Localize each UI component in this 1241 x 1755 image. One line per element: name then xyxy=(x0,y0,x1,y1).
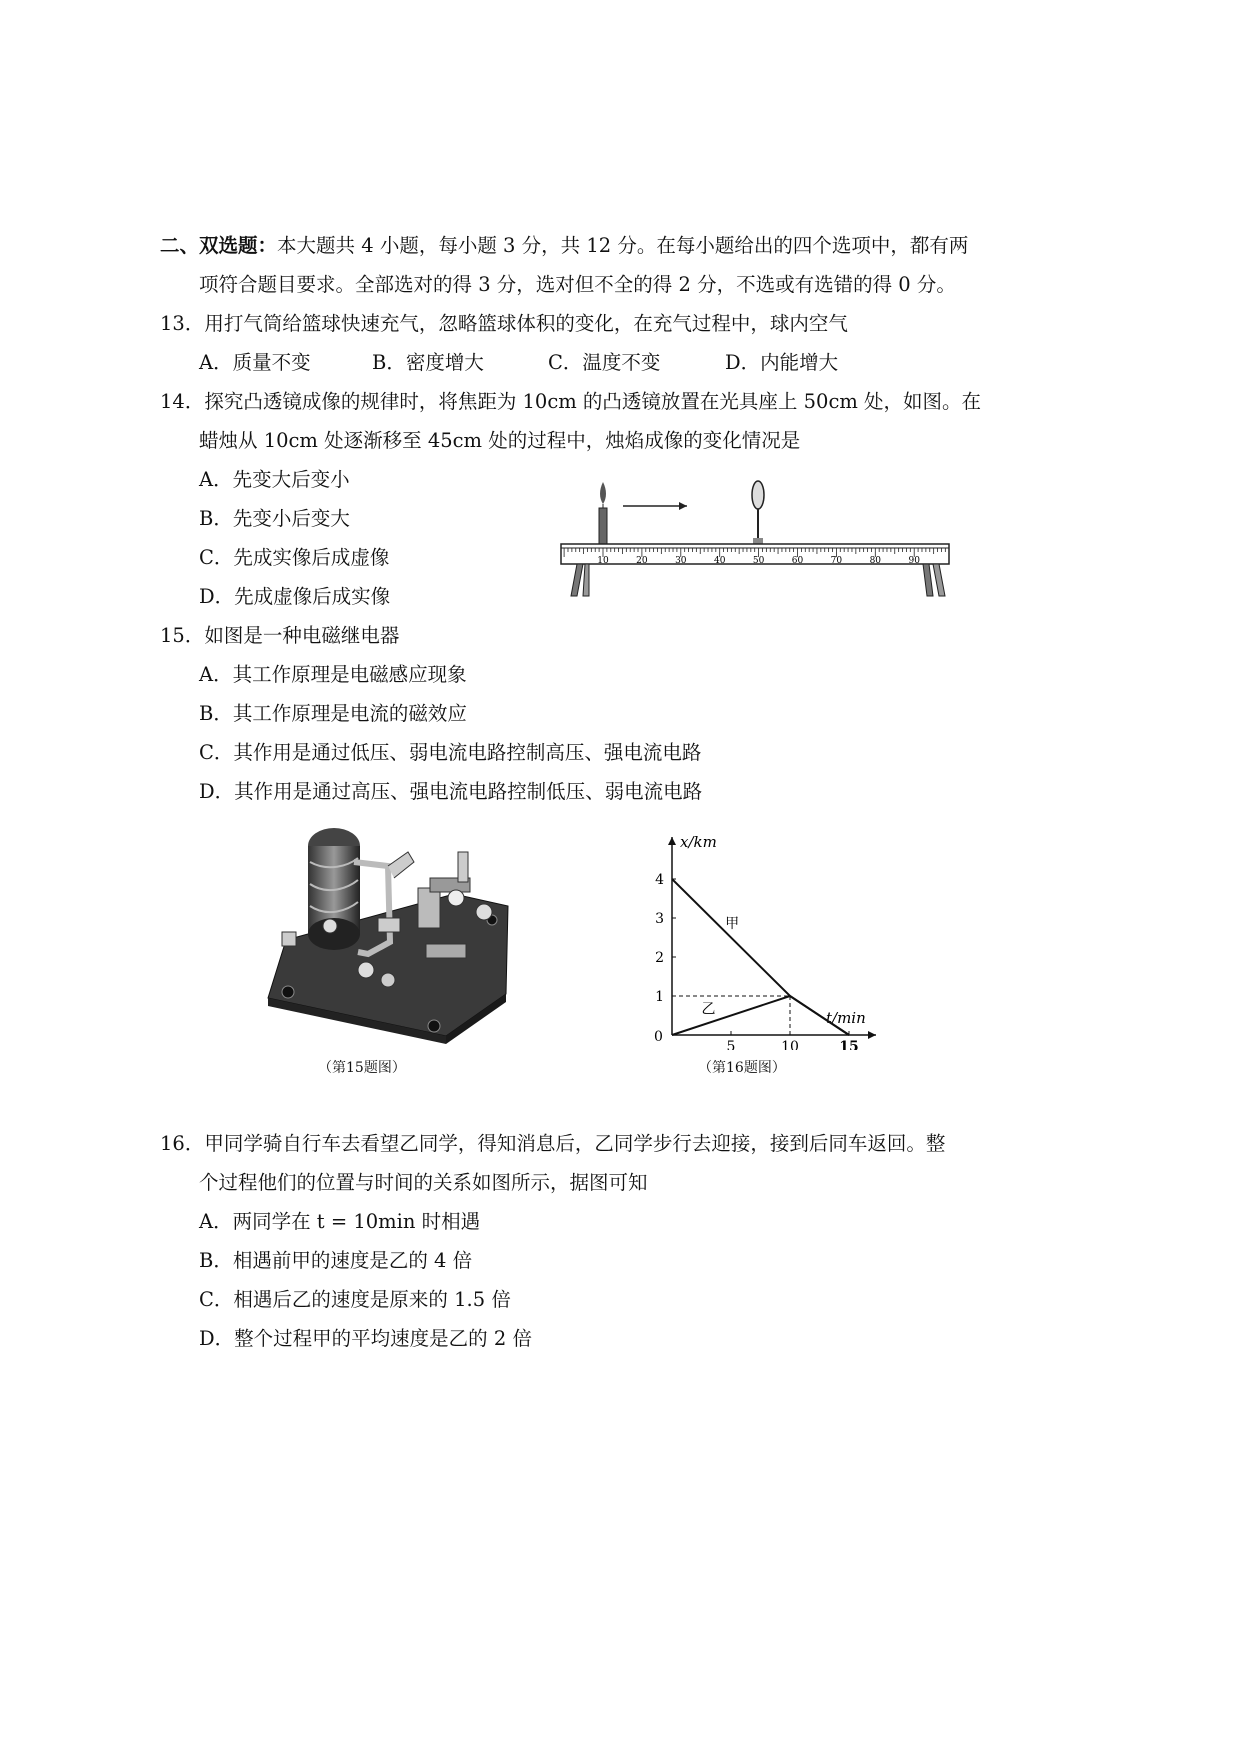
y-tick-label: 2 xyxy=(655,950,664,966)
ruler-label: 10 xyxy=(597,556,609,566)
bench-legs xyxy=(571,564,945,596)
q14-option-c: C．先成实像后成虚像 xyxy=(199,546,390,569)
ruler-label: 40 xyxy=(713,556,726,566)
optical-bench-figure xyxy=(555,478,955,603)
x-tick-label: 10 xyxy=(781,1039,799,1050)
series-label-1: 乙 xyxy=(701,1001,716,1018)
y-tick-label: 1 xyxy=(655,989,664,1005)
ruler xyxy=(561,544,949,566)
q13-option-d: D．内能增大 xyxy=(725,351,839,374)
ruler-label: 90 xyxy=(908,556,920,566)
relay-figure xyxy=(258,822,518,1047)
q14-option-d: D．先成虚像后成实像 xyxy=(199,585,391,608)
ruler-label: 50 xyxy=(752,556,765,566)
q14-stem-1: 14．探究凸透镜成像的规律时，将焦距为 10cm 的凸透镜放置在光具座上 50cm 处，如图。在 xyxy=(160,390,982,413)
section-heading: 二、双选题： xyxy=(160,234,278,257)
x-tick-label: 15 xyxy=(839,1039,859,1050)
q15-caption: （第15题图） xyxy=(318,1060,406,1076)
q15-stem: 15．如图是一种电磁继电器 xyxy=(160,624,400,647)
q16-stem-1: 16．甲同学骑自行车去看望乙同学，得知消息后，乙同学步行去迎接，接到后同车返回。整 xyxy=(160,1132,946,1155)
q16-stem-2: 个过程他们的位置与时间的关系如图所示，据图可知 xyxy=(199,1171,648,1194)
origin-label: 0 xyxy=(654,1029,663,1045)
q16-option-b: B．相遇前甲的速度是乙的 4 倍 xyxy=(199,1249,473,1272)
y-tick-label: 4 xyxy=(655,872,664,888)
q15-option-a: A．其工作原理是电磁感应现象 xyxy=(199,663,467,686)
q16-option-d: D．整个过程甲的平均速度是乙的 2 倍 xyxy=(199,1327,532,1350)
candle xyxy=(599,482,607,544)
y-axis-label: x/km xyxy=(680,833,717,851)
series-label-0: 甲 xyxy=(725,915,740,932)
convex-lens xyxy=(752,481,764,544)
ruler-label: 30 xyxy=(675,556,687,566)
q15-option-b: B．其工作原理是电流的磁效应 xyxy=(199,702,467,725)
section-header xyxy=(160,233,968,259)
y-tick-label: 3 xyxy=(655,911,664,927)
ruler-label: 60 xyxy=(791,556,804,566)
section-intro-2: 项符合题目要求。全部选对的得 3 分，选对但不全的得 2 分，不选或有选错的得 0 分。 xyxy=(199,273,956,296)
x-axis-label: t/min xyxy=(826,1009,866,1027)
q13-stem: 13．用打气筒给篮球快速充气，忽略篮球体积的变化，在充气过程中，球内空气 xyxy=(160,312,848,335)
x-tick-label: 5 xyxy=(726,1039,736,1050)
ruler-label: 70 xyxy=(830,556,843,566)
arrow-right-icon xyxy=(623,502,687,510)
series-line-0 xyxy=(672,879,849,1035)
q13-option-b: B．密度增大 xyxy=(372,351,484,374)
q14-option-a: A．先变大后变小 xyxy=(199,468,350,491)
series-line-1 xyxy=(672,996,849,1035)
q16-option-a: A．两同学在 t = 10min 时相遇 xyxy=(199,1210,481,1233)
q16-option-c: C．相遇后乙的速度是原来的 1.5 倍 xyxy=(199,1288,511,1311)
y-axis xyxy=(668,837,676,1035)
q15-option-d: D．其作用是通过高压、强电流电路控制低压、弱电流电路 xyxy=(199,780,703,803)
ruler-label: 20 xyxy=(636,556,648,566)
section-intro-1: 本大题共 4 小题，每小题 3 分，共 12 分。在每小题给出的四个选项中，都有两 xyxy=(277,234,969,257)
q13-option-a: A．质量不变 xyxy=(199,351,311,374)
q14-stem-2: 蜡烛从 10cm 处逐渐移至 45cm 处的过程中，烛焰成像的变化情况是 xyxy=(199,429,801,452)
q16-caption: （第16题图） xyxy=(698,1060,786,1076)
ruler-label: 80 xyxy=(869,556,882,566)
q14-option-b: B．先变小后变大 xyxy=(199,507,350,530)
q13-option-c: C．温度不变 xyxy=(548,351,661,374)
q15-option-c: C．其作用是通过低压、弱电流电路控制高压、强电流电路 xyxy=(199,741,702,764)
xt-chart xyxy=(640,825,890,1050)
